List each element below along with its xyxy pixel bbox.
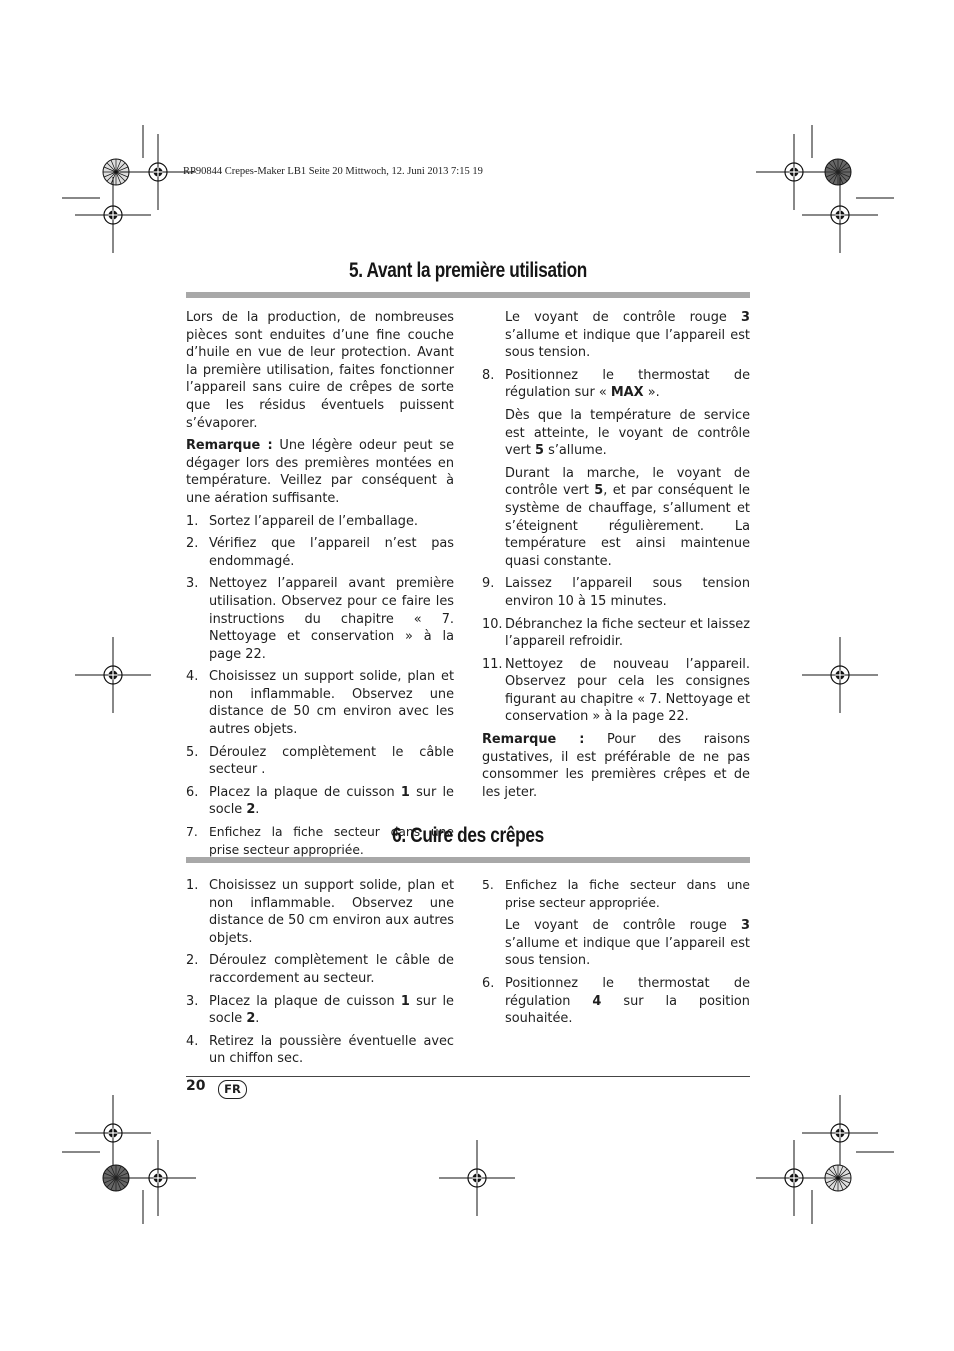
step-note: Le voyant de contrôle rouge 3 s’allume et indique que l’appareil est sous tension.: [505, 918, 750, 969]
registration-mark-icon: [439, 1140, 515, 1216]
footer-rule: [186, 1076, 750, 1077]
section6-rule: [186, 857, 750, 863]
list-text: Placez la plaque de cuisson 1 sur le socle 2.: [209, 993, 454, 1027]
list-number: 2.: [186, 536, 199, 552]
color-wheel-icon: [825, 159, 851, 185]
list-number: 6.: [186, 784, 199, 800]
list-text: Retirez la poussière éventuelle avec un chiffon sec.: [209, 1033, 454, 1067]
list-item: [186, 744, 454, 779]
section6-title: 6. Cuire des crêpes: [392, 824, 544, 847]
list-item: [186, 575, 454, 663]
list-number: 4.: [186, 669, 199, 685]
section6-left-column: [186, 877, 454, 1073]
section5-remark2: [482, 731, 750, 801]
list-text: Laissez l’appareil sous tension environ 10 à 15 minutes.: [505, 576, 750, 609]
registration-mark-icon: [802, 637, 878, 713]
list-item: [186, 513, 454, 531]
list-text: Nettoyez l’appareil avant première utilisation. Observez pour ce faire les instructions du chapitre « 7. Nettoyage et conservation » à la page 22.: [209, 576, 454, 662]
list-text: Positionnez le thermostat de régulation sur « MAX ».: [505, 367, 750, 401]
list-number: 5.: [186, 744, 199, 760]
list-number: 2.: [186, 953, 199, 969]
list-text: Débranchez la fiche secteur et laissez l’appareil refroidir.: [505, 616, 751, 650]
list-item: [186, 668, 454, 738]
section5-title: 5. Avant la première utilisation: [348, 259, 587, 282]
remark-text: Pour des raisons gustatives, il est préférable de ne pas consommer les premières crêpes et de les jeter.: [482, 732, 751, 800]
registration-mark-icon: [75, 177, 151, 253]
list-item: [482, 656, 750, 726]
list-number: 5.: [482, 878, 494, 892]
list-number: 9.: [482, 576, 495, 592]
list-text: Vérifiez que l’appareil n’est pas endommagé.: [209, 536, 454, 569]
list-item: [186, 993, 454, 1028]
registration-mark-icon: [75, 637, 151, 713]
registration-mark-icon: [802, 177, 878, 253]
list-item: [186, 535, 454, 570]
step-note: Durant la marche, le voyant de contrôle vert 5, et par conséquent le système de chauffage, s’allument et s’éteignent régulièrement. La température est ainsi maintenue quasi constante.: [505, 465, 750, 569]
remark-label: Remarque :: [482, 732, 585, 748]
list-text: Choisissez un support solide, plan et non inflammable. Observez une distance de 50 cm environ avec les autres objets.: [209, 669, 454, 738]
list-text: Nettoyez de nouveau l’appareil. Observez pour cela les consignes figurant au chapitre « 7. Nettoyage et conservation » à la page 22.: [505, 656, 750, 725]
list-item: [482, 575, 750, 610]
registration-mark-icon: [756, 1140, 832, 1216]
list-text: Choisissez un support solide, plan et non inflammable. Observez une distance de 50 cm environ aux autres objets.: [209, 878, 454, 946]
list-number: 4.: [186, 1033, 199, 1049]
page-number: 20: [186, 1078, 206, 1094]
list-text: Sortez l’appareil de l’emballage.: [209, 513, 419, 529]
list-number: 6.: [482, 975, 495, 991]
print-info: RP90844 Crepes-Maker LB1 Seite 20 Mittwoch, 12. Juni 2013 7:15 19: [183, 166, 483, 177]
section5-remark1: [186, 437, 454, 507]
registration-mark-icon: [802, 1095, 878, 1171]
list-item: [482, 975, 750, 1028]
list-item: [482, 877, 750, 912]
remark-text: Une légère odeur peut se dégager lors des premières montées en température. Veillez par conséquent à une aération suffisante.: [186, 438, 454, 506]
list-number: 1.: [186, 878, 199, 893]
remark-label: Remarque :: [186, 438, 273, 454]
list-number: 3.: [186, 993, 199, 1009]
list-text: Enfichez la fiche secteur dans une prise secteur appropriée.: [209, 825, 454, 857]
list-number: 11.: [482, 656, 503, 672]
list-item: [186, 952, 454, 987]
list-text: Positionnez le thermostat de régulation 4 sur la position souhaitée.: [505, 975, 750, 1027]
section5-intro: Lors de la production, de nombreuses pièces sont enduites d’une fine couche d’huile en vue de leur protection. Avant la première utilisation, faites fonctionner l’appareil sans cuire de crêpes de sorte que les résidus éventuels puissent s’évaporer.: [186, 310, 454, 431]
list-text: Déroulez complètement le câble secteur .: [209, 744, 454, 778]
list-text: Déroulez complètement le câble de raccordement au secteur.: [209, 953, 454, 986]
list-text: Placez la plaque de cuisson 1 sur le socle 2.: [209, 784, 454, 818]
list-item: [482, 367, 750, 402]
list-number: 10.: [482, 616, 503, 632]
list-item: [186, 877, 454, 947]
registration-mark-icon: [756, 134, 832, 210]
section6-right-column: [482, 877, 750, 1033]
section5-left-column: [186, 309, 454, 864]
list-item: [186, 1033, 454, 1068]
step-note: Dès que la température de service est atteinte, le voyant de contrôle vert 5 s’allume.: [505, 407, 750, 459]
step-note: Le voyant de contrôle rouge 3 s’allume et indique que l’appareil est sous tension.: [505, 310, 750, 361]
registration-mark-icon: [120, 1140, 196, 1216]
list-number: 7.: [186, 825, 198, 840]
color-wheel-icon: [825, 1165, 851, 1191]
section5-right-column: [482, 309, 750, 806]
list-number: 1.: [186, 513, 199, 529]
registration-mark-icon: [75, 1095, 151, 1171]
section5-rule: [186, 292, 750, 298]
list-text: Enfichez la fiche secteur dans une prise secteur appropriée.: [505, 878, 750, 910]
list-item: [482, 616, 750, 651]
list-number: 8.: [482, 367, 495, 383]
list-number: 3.: [186, 576, 199, 592]
list-item: [186, 784, 454, 819]
language-badge: FR: [218, 1080, 247, 1099]
